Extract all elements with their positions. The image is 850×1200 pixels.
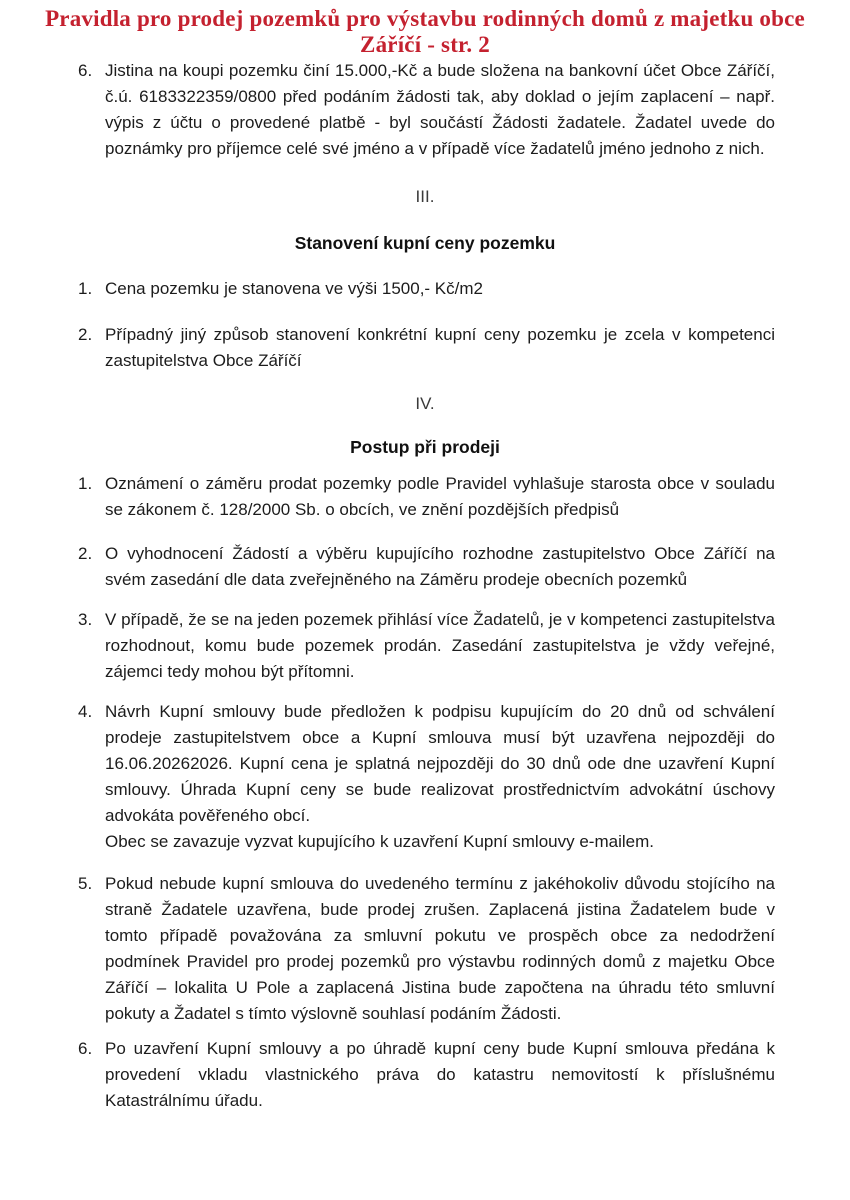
section-numeral: IV. (415, 394, 435, 413)
list-item-text (105, 699, 775, 855)
list-item-number: 3. (78, 610, 93, 629)
list-item (78, 276, 775, 302)
list-item-number: 1. (78, 279, 93, 298)
list-item (78, 699, 775, 855)
list-item (78, 541, 775, 593)
list-item-text: Pokud nebude kupní smlouva do uvedeného termínu z jakéhokoliv důvodu stojícího na straně Žadatele uzavřena, bude prodej zrušen. Zaplacená jistina Žadatelem bude v tomto případě považována za smluvní pokutu ve prospěch obce za nedodržení podmínek Pravidel pro prodej pozemků pro výstavbu rodinných domů z majetku Obce Záříčí – lokalita U Pole a zaplacená Jistina bude započtena na úhradu této smluvní pokuty a Žadatel s tímto výslovně souhlasí podáním Žádosti. (105, 874, 775, 1023)
document-title-line2: Záříčí - str. 2 (360, 32, 490, 57)
list-item (78, 871, 775, 1027)
list-item-text: Případný jiný způsob stanovení konkrétní kupní ceny pozemku je zcela v kompetenci zastupitelstva Obce Záříčí (105, 325, 775, 370)
document-title-line1: Pravidla pro prodej pozemků pro výstavbu rodinných domů z majetku obce (45, 6, 805, 31)
list-item-number: 5. (78, 874, 93, 893)
list-item-text-extra: Obec se zavazuje vyzvat kupujícího k uzavření Kupní smlouvy e-mailem. (105, 832, 654, 851)
list-item-text: Jistina na koupi pozemku činí 15.000,-Kč a bude složena na bankovní účet Obce Záříčí, č.ú. 6183322359/0800 před podáním žádosti tak, aby doklad o jejím zaplacení – např. výpis z účtu o provedené platbě - byl součástí Žádosti žadatele. Žadatel uvede do poznámky pro příjemce celé své jméno a v případě více žadatelů jméno jednoho z nich. (105, 61, 775, 158)
section-heading: Postup při prodeji (350, 437, 500, 457)
section-heading: Stanovení kupní ceny pozemku (294, 233, 556, 253)
list-item-text: Oznámení o záměru prodat pozemky podle Pravidel vyhlašuje starosta obce v souladu se zákonem č. 128/2000 Sb. o obcích, ve znění pozdějších předpisů (105, 474, 775, 519)
list-item-text: Cena pozemku je stanovena ve výši 1500,- Kč/m2 (105, 279, 483, 298)
list-item (78, 607, 775, 685)
list-item (78, 322, 775, 374)
list-item-text: O vyhodnocení Žádostí a výběru kupujícího rozhodne zastupitelstvo Obce Záříčí na svém zasedání dle data zveřejněného na Záměru prodeje obecních pozemků (105, 544, 775, 589)
list-item (78, 471, 775, 523)
list-item-number: 2. (78, 544, 93, 563)
list-item-text: V případě, že se na jeden pozemek přihlásí více Žadatelů, je v kompetenci zastupitelstva rozhodnout, komu bude pozemek prodán. Zasedání zastupitelstva je vždy veřejné, zájemci tedy mohou být přítomni. (105, 610, 775, 681)
section-numeral: III. (415, 187, 435, 206)
document-title (0, 0, 850, 58)
list-item-number: 1. (78, 474, 93, 493)
list-item (78, 58, 775, 162)
list-item-number: 2. (78, 325, 93, 344)
list-item (78, 1036, 775, 1114)
list-item-number: 6. (78, 1039, 93, 1058)
list-item-text-main: Návrh Kupní smlouvy bude předložen k podpisu kupujícím do 20 dnů od schválení prodeje zastupitelstvem obce a Kupní smlouva musí být uzavřena nejpozději do 16.06.20262026. Kupní cena je splatná nejpozději do 30 dnů ode dne uzavření Kupní smlouvy. Úhrada Kupní ceny se bude realizovat prostřednictvím advokátní úschovy advokáta pověřeného obcí. (105, 702, 775, 825)
list-item-number: 4. (78, 702, 93, 721)
list-item-number: 6. (78, 61, 93, 80)
list-item-text: Po uzavření Kupní smlouvy a po úhradě kupní ceny bude Kupní smlouva předána k provedení vkladu vlastnického práva do katastru nemovitostí k příslušnému Katastrálnímu úřadu. (105, 1039, 775, 1110)
